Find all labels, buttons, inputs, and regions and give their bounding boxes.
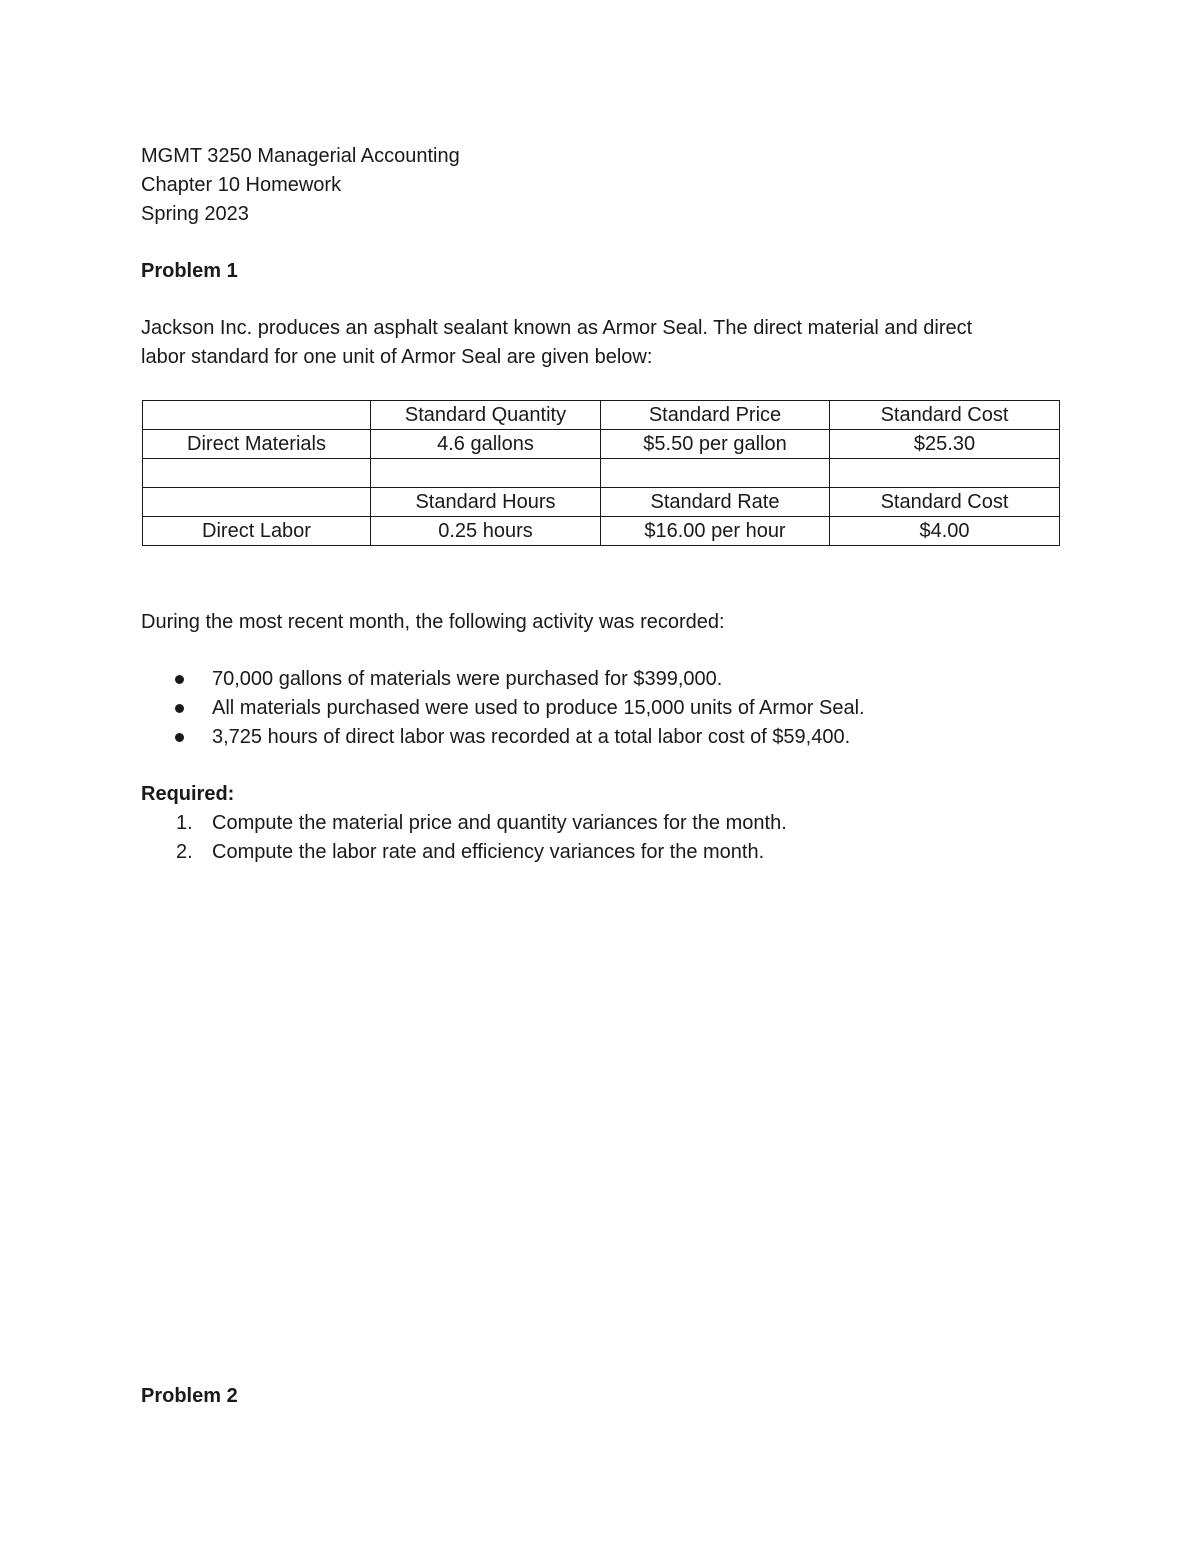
required-heading: Required: xyxy=(141,783,235,805)
list-item-text: 70,000 gallons of materials were purchased for $399,000. xyxy=(212,668,723,690)
table-cell: Standard Quantity xyxy=(371,401,601,430)
list-item-text: 3,725 hours of direct labor was recorded at a total labor cost of $59,400. xyxy=(212,726,851,748)
list-item xyxy=(141,838,787,867)
table-row xyxy=(143,401,1060,430)
table-cell: Standard Price xyxy=(601,401,830,430)
table-row xyxy=(143,459,1060,488)
list-item-text: All materials purchased were used to produce 15,000 units of Armor Seal. xyxy=(212,697,865,719)
table-cell: $4.00 xyxy=(830,517,1060,546)
table-cell: Standard Rate xyxy=(601,488,830,517)
list-item-text: Compute the labor rate and efficiency variances for the month. xyxy=(212,841,765,863)
list-number: 1. xyxy=(176,812,193,834)
list-item xyxy=(141,694,865,723)
bullet-icon xyxy=(175,675,184,684)
table-cell: $5.50 per gallon xyxy=(601,430,830,459)
list-item xyxy=(141,809,787,838)
intro-line: Jackson Inc. produces an asphalt sealant known as Armor Seal. The direct material and direct xyxy=(141,317,973,339)
table-cell xyxy=(143,401,371,430)
assignment-title: Chapter 10 Homework xyxy=(141,174,342,196)
table-cell: Standard Hours xyxy=(371,488,601,517)
table-cell: $16.00 per hour xyxy=(601,517,830,546)
problem1-intro xyxy=(141,314,1060,372)
activity-intro: During the most recent month, the following activity was recorded: xyxy=(141,611,725,633)
list-number: 2. xyxy=(176,841,193,863)
course-title: MGMT 3250 Managerial Accounting xyxy=(141,145,460,167)
table-cell: Direct Materials xyxy=(143,430,371,459)
table-cell: $25.30 xyxy=(830,430,1060,459)
table-row xyxy=(143,488,1060,517)
problem1-heading: Problem 1 xyxy=(141,260,238,282)
activity-list xyxy=(141,665,865,752)
table-row xyxy=(143,430,1060,459)
term-label: Spring 2023 xyxy=(141,203,249,225)
list-item xyxy=(141,665,865,694)
list-item-text: Compute the material price and quantity variances for the month. xyxy=(212,812,787,834)
list-item xyxy=(141,723,865,752)
table-cell: Standard Cost xyxy=(830,401,1060,430)
table-cell xyxy=(601,459,830,488)
intro-line: labor standard for one unit of Armor Seal are given below: xyxy=(141,346,653,368)
table-cell: 4.6 gallons xyxy=(371,430,601,459)
table-cell xyxy=(143,488,371,517)
table-cell xyxy=(830,459,1060,488)
table-cell: Direct Labor xyxy=(143,517,371,546)
standards-table xyxy=(142,400,1060,546)
bullet-icon xyxy=(175,704,184,713)
problem2-heading: Problem 2 xyxy=(141,1385,238,1407)
table-cell xyxy=(143,459,371,488)
table-cell: 0.25 hours xyxy=(371,517,601,546)
table-row xyxy=(143,517,1060,546)
table-cell: Standard Cost xyxy=(830,488,1060,517)
table-cell xyxy=(371,459,601,488)
document-header xyxy=(141,142,1060,229)
required-list xyxy=(141,809,787,867)
bullet-icon xyxy=(175,733,184,742)
